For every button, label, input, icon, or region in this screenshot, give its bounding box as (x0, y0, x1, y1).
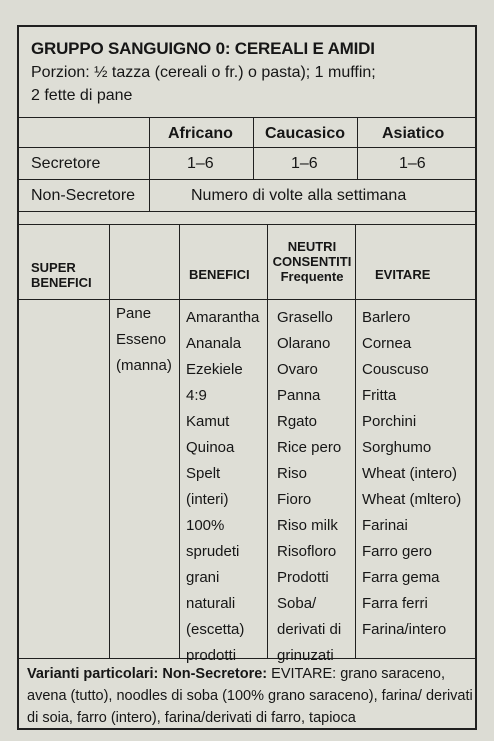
divider (357, 117, 358, 179)
footer-note (27, 663, 473, 729)
list-item: Couscuso (362, 361, 429, 378)
column-neutri (277, 305, 341, 669)
list-item: Farina/intero (362, 621, 447, 638)
col-header-africano: Africano (168, 125, 233, 142)
list-item: Spelt (186, 465, 221, 482)
footer-label: Varianti particolari: (27, 666, 159, 682)
header-neutri-line-3: Frequente (280, 269, 344, 284)
list-item: Fritta (362, 387, 397, 404)
header-super-benefici (31, 260, 92, 290)
list-item: (interi) (186, 491, 229, 508)
header-neutri (271, 239, 353, 284)
divider (19, 179, 475, 180)
header-neutri-line-1: NEUTRI (287, 239, 337, 254)
list-item: Quinoa (186, 439, 235, 456)
secretore-value-africano: 1–6 (187, 155, 214, 172)
list-item: Cornea (362, 335, 412, 352)
header-neutri-line-2: CONSENTITI (272, 254, 352, 269)
list-item: Barlero (362, 309, 411, 326)
header-benefici: BENEFICI (189, 267, 250, 282)
list-item: Riso milk (277, 517, 338, 534)
non-secretore-label: Non-Secretore (31, 187, 136, 204)
list-item: prodotti (186, 647, 237, 664)
column-evitare (362, 305, 461, 643)
list-item: Grasello (277, 309, 333, 326)
list-item: derivati di (277, 621, 342, 638)
list-item: Farra ferri (362, 595, 428, 612)
divider (109, 224, 110, 658)
secretore-label: Secretore (31, 155, 101, 172)
list-item: Pane (116, 305, 152, 322)
column-super-extra (116, 305, 172, 383)
list-item: Farra gema (362, 569, 440, 586)
list-item: grinuzati (277, 647, 334, 664)
footer-text: EVITARE: grano saraceno, avena (tutto), noodles di soba (100% grano saraceno), farina/ derivati di soia, farro (intero), farina/derivati di farro, tapioca (27, 666, 473, 726)
divider (19, 299, 475, 300)
list-item: Ezekiele (186, 361, 243, 378)
list-item: Risofloro (277, 543, 337, 560)
header-super-line: SUPER (31, 260, 76, 275)
divider (19, 147, 475, 148)
divider (149, 117, 150, 211)
list-item: Esseno (116, 331, 167, 348)
list-item: Riso (277, 465, 308, 482)
secretore-value-caucasico: 1–6 (291, 155, 318, 172)
divider (267, 224, 268, 658)
list-item: 100% (186, 517, 225, 534)
divider (179, 224, 180, 658)
list-item: Porchini (362, 413, 417, 430)
footer-sublabel: Non-Secretore: (162, 666, 268, 682)
list-item: naturali (186, 595, 236, 612)
column-benefici (186, 305, 259, 669)
list-item: Ananala (186, 335, 242, 352)
divider (19, 117, 475, 118)
portion-line-2: 2 fette di pane (31, 87, 133, 104)
list-item: (manna) (116, 357, 172, 374)
secretore-value-asiatico: 1–6 (399, 155, 426, 172)
list-item: Wheat (intero) (362, 465, 458, 482)
divider (253, 117, 254, 179)
list-item: Kamut (186, 413, 230, 430)
list-item: Soba/ (277, 595, 317, 612)
header-benefici-line: BENEFICI (31, 275, 92, 290)
card-title: GRUPPO SANGUIGNO 0: CEREALI E AMIDI (31, 39, 375, 58)
list-item: Fioro (277, 491, 312, 508)
divider (19, 211, 475, 212)
list-item: Olarano (277, 335, 331, 352)
portion-line-1: Porzion: ½ tazza (cereali o fr.) o pasta); 1 muffin; (31, 64, 376, 81)
list-item: Ovaro (277, 361, 318, 378)
divider (19, 224, 475, 225)
list-item: Farro gero (362, 543, 433, 560)
col-header-asiatico: Asiatico (382, 125, 445, 142)
col-header-caucasico: Caucasico (265, 125, 346, 142)
list-item: Rgato (277, 413, 318, 430)
header-evitare: EVITARE (375, 267, 431, 282)
list-item: Amarantha (186, 309, 260, 326)
list-item: Panna (277, 387, 321, 404)
list-item: sprudeti (186, 543, 240, 560)
list-item: Wheat (mltero) (362, 491, 462, 508)
list-item: Farinai (362, 517, 408, 534)
list-item: Sorghumo (362, 439, 432, 456)
list-item: Prodotti (277, 569, 329, 586)
list-item: 4:9 (186, 387, 207, 404)
list-item: grani (186, 569, 220, 586)
divider (355, 224, 356, 658)
diet-card (17, 25, 477, 730)
non-secretore-note: Numero di volte alla settimana (191, 187, 407, 204)
list-item: Rice pero (277, 439, 342, 456)
list-item: (escetta) (186, 621, 245, 638)
